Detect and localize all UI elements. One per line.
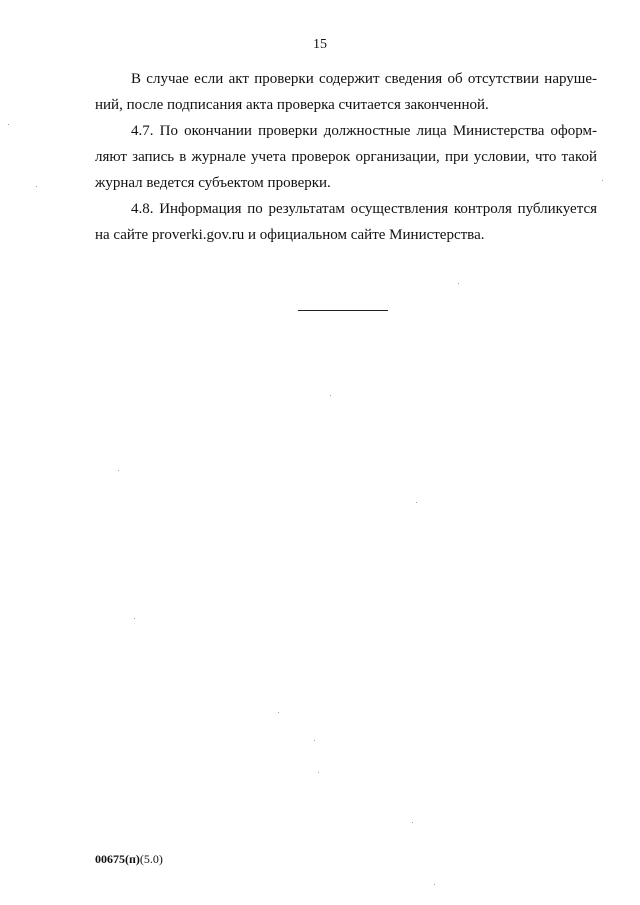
scan-speck [412, 822, 413, 823]
page-number: 15 [313, 37, 327, 52]
scan-speck [8, 124, 9, 125]
document-code-version: (5.0) [139, 852, 163, 866]
paragraph-4-8 [95, 196, 597, 248]
scan-speck [118, 470, 119, 471]
text-line: ний, после подписания акта проверка считается законченной. [95, 97, 489, 113]
scan-speck [416, 502, 417, 503]
document-code [95, 852, 163, 867]
document-body [95, 66, 597, 248]
document-code-number: 00675(п) [95, 852, 140, 866]
paragraph-act-completion [95, 66, 597, 118]
scan-speck [318, 772, 319, 773]
end-of-text-divider [298, 310, 388, 311]
scan-speck [330, 395, 331, 396]
scan-speck [434, 884, 435, 885]
text-line: на сайте proverki.gov.ru и официальном сайте Министерства. [95, 227, 485, 243]
scan-speck [314, 740, 315, 741]
scan-speck [134, 618, 135, 619]
text-line: В случае если акт проверки содержит сведения об отсутствии наруше- [131, 71, 597, 87]
text-line: 4.8. Информация по результатам осуществления контроля публикуется [131, 201, 597, 217]
text-line: журнал ведется субъектом проверки. [95, 175, 331, 191]
scan-speck [458, 283, 459, 284]
paragraph-4-7 [95, 118, 597, 196]
text-line: ляют запись в журнале учета проверок организации, при условии, что такой [95, 149, 597, 165]
scan-speck [278, 712, 279, 713]
scan-speck [602, 180, 603, 181]
text-line: 4.7. По окончании проверки должностные лица Министерства оформ- [131, 123, 597, 139]
scan-speck [36, 186, 37, 187]
